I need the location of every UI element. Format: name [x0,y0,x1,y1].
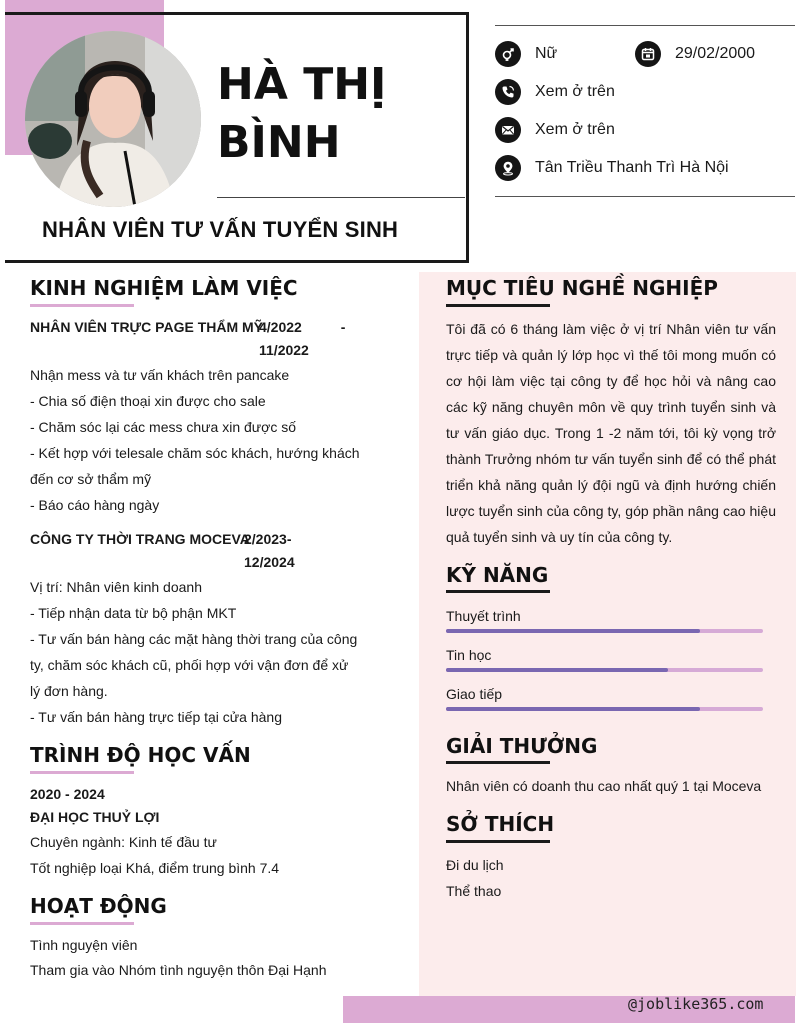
avatar [25,31,201,207]
skill-bar-track [446,629,763,633]
skill-bar-track [446,707,763,711]
location-icon [495,155,521,181]
activities-detail: Tham gia vào Nhóm tình nguyện thôn Đại Hạnh [30,962,327,978]
birthday-value: 29/02/2000 [675,45,756,62]
job-2-line: ty, chăm sóc khách cũ, phối hợp với vận đơn để xử [30,657,349,673]
job-1-line: Nhận mess và tư vấn khách trên pancake [30,367,290,383]
candidate-name [217,56,457,172]
job-1-line: đến cơ sở thẩm mỹ [30,471,152,487]
phone-icon [495,79,521,105]
header-divider [217,197,465,198]
hobby-item: Thể thao [446,883,502,899]
hobbies-title: SỞ THÍCH [446,812,555,836]
job-1-date-end: 11/2022 [259,342,309,358]
address-value: Tân Triều Thanh Trì Hà Nội [535,159,729,176]
skill-label: Giao tiếp [446,686,503,702]
name-line-2: BÌNH [217,117,341,168]
education-title: TRÌNH ĐỘ HỌC VẤN [30,743,251,767]
hobbies-underline [446,840,550,843]
phone-value: Xem ở trên [535,83,615,100]
email-icon [495,117,521,143]
job-title: NHÂN VIÊN TƯ VẤN TUYỂN SINH [42,217,399,242]
activities-title: HOẠT ĐỘNG [30,894,167,918]
education-grade: Tốt nghiệp loại Khá, điểm trung bình 7.4 [30,860,280,876]
job-1-line: - Chia số điện thoại xin được cho sale [30,393,266,409]
job-2-line: - Tư vấn bán hàng trực tiếp tại cửa hàng [30,709,282,725]
activities-role: Tình nguyện viên [30,937,138,953]
experience-title: KINH NGHIỆM LÀM VIỆC [30,276,298,300]
skill-label: Tin học [446,647,492,663]
objective-underline [446,304,550,307]
job-2-line: - Tiếp nhận data từ bộ phận MKT [30,605,237,621]
job-2-line: Vị trí: Nhân viên kinh doanh [30,579,202,595]
skill-bar-fill [446,668,668,672]
profile-photo [25,31,201,207]
contact-bottom-divider [495,196,795,197]
job-1-date-start: 4/2022 - [259,319,346,335]
job-1-company: NHÂN VIÊN TRỰC PAGE THẨM MỸ [30,319,264,335]
skill-bar-track [446,668,763,672]
calendar-icon [635,41,661,67]
job-1-line: - Báo cáo hàng ngày [30,497,160,513]
email-value: Xem ở trên [535,121,615,138]
footer-watermark: @joblike365.com [628,995,764,1013]
skill-label: Thuyết trình [446,608,521,624]
gender-value: Nữ [535,45,558,62]
job-2-line: - Tư vấn bán hàng các mặt hàng thời trang của công [30,631,358,647]
job-2-company: CÔNG TY THỜI TRANG MOCEVA [30,531,250,547]
objective-title: MỤC TIÊU NGHỀ NGHIỆP [446,276,718,300]
skills-title: KỸ NĂNG [446,563,549,587]
objective-text: Tôi đã có 6 tháng làm việc ở vị trí Nhân viên tư vấn trực tiếp và quản lý lớp học vì thế tôi mong muốn có cơ hội làm việc tại công ty để học hỏi và nâng cao các kỹ năng chuyên môn về quy trình tuyển sinh và tư vấn giáo dục. Trong 1 -2 năm tới, tôi kỳ vọng trở thành Trưởng nhóm tư vấn tuyển sinh để có thể phát triển khả năng quản lý đội ngũ và định hướng chiến lược tuyển sinh của công ty, góp phần nâng cao hiệu quả tuyển sinh và uy tín của công ty. [446,321,776,545]
job-1-line: - Kết hợp với telesale chăm sóc khách, hướng khách [30,445,360,461]
education-years: 2020 - 2024 [30,786,105,802]
skill-bar-fill [446,629,700,633]
job-1-line: - Chăm sóc lại các mess chưa xin được số [30,419,297,435]
job-2-date-end: 12/2024 [244,554,295,570]
job-2-line: lý đơn hàng. [30,683,108,699]
contact-top-divider [495,25,795,26]
experience-underline [30,304,134,307]
education-underline [30,771,134,774]
activities-underline [30,922,134,925]
hobby-item: Đi du lịch [446,857,504,873]
name-line-1: HÀ THỊ [217,59,387,110]
gender-icon [495,41,521,67]
awards-underline [446,761,550,764]
awards-title: GIẢI THƯỞNG [446,734,598,758]
education-school: ĐẠI HỌC THUỶ LỢI [30,809,160,825]
skill-bar-fill [446,707,700,711]
job-2-date-start: 2/2023- [244,531,292,547]
award-item: Nhân viên có doanh thu cao nhất quý 1 tại Moceva [446,778,762,794]
education-major: Chuyên ngành: Kinh tế đầu tư [30,834,217,850]
skills-underline [446,590,550,593]
